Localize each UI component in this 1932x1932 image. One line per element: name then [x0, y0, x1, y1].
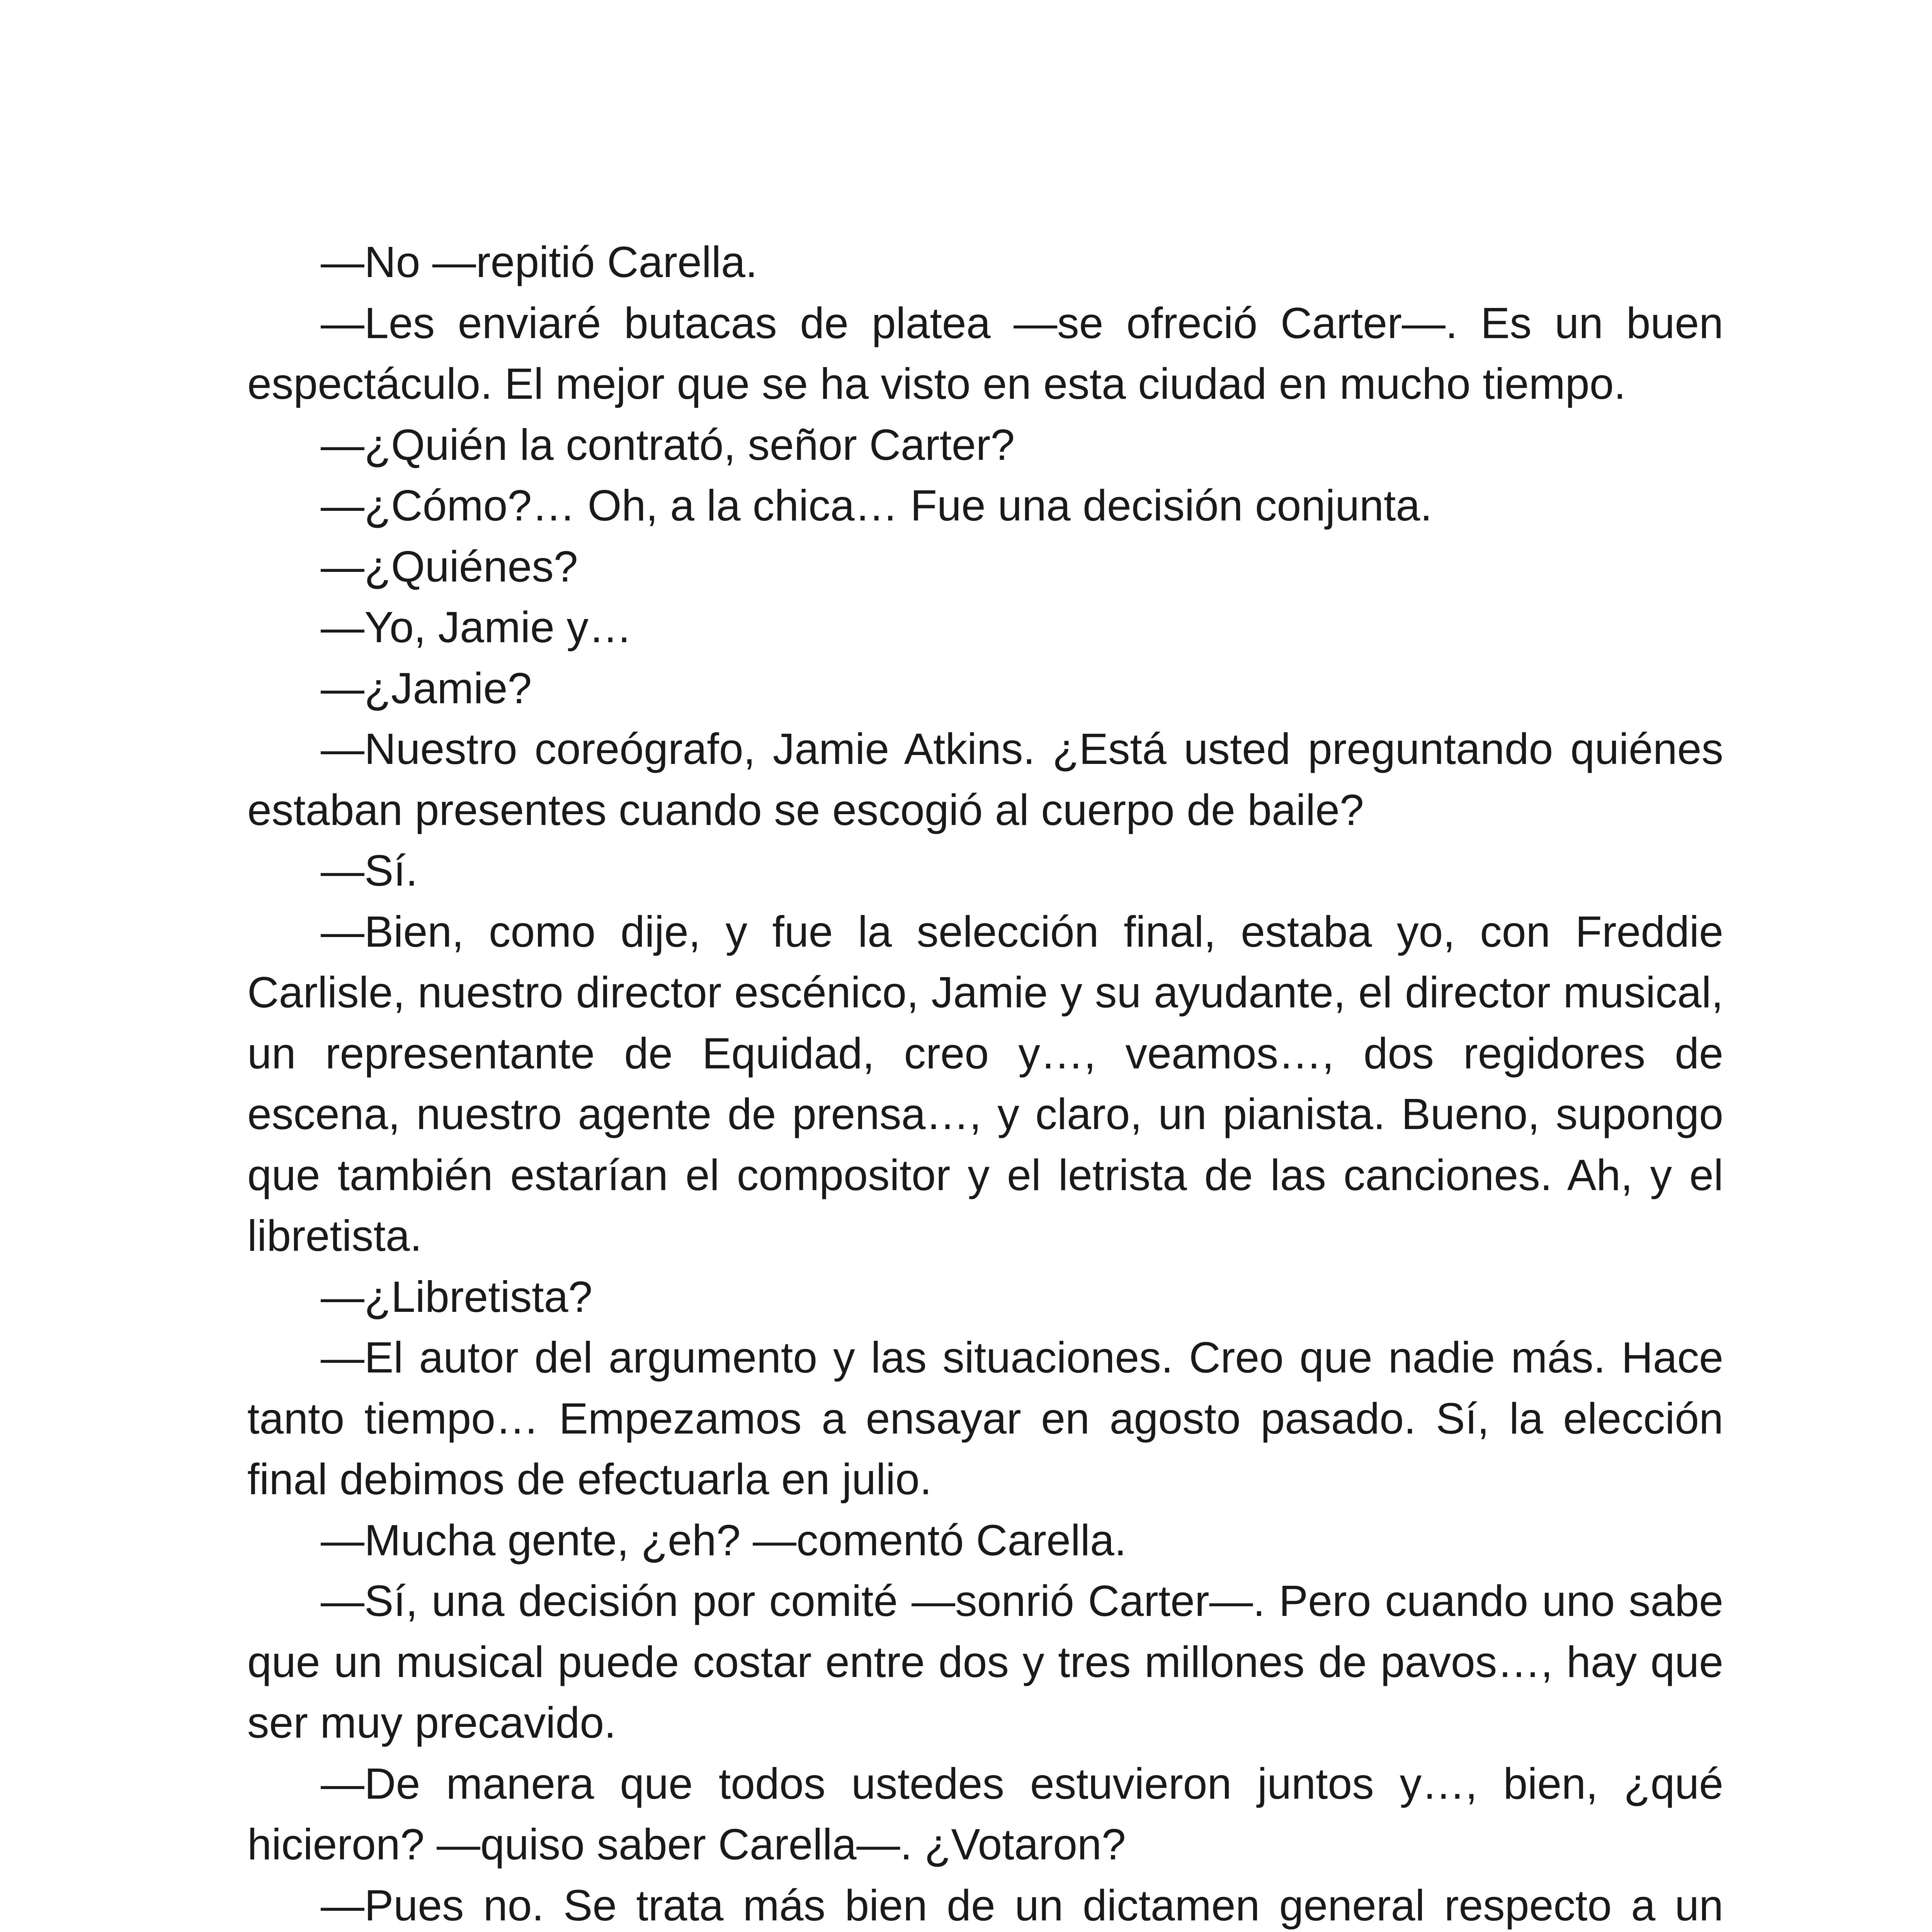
paragraph: —Yo, Jamie y…	[321, 603, 632, 651]
paragraph: —Sí.	[321, 846, 418, 895]
paragraph: —¿Libretista?	[321, 1272, 593, 1321]
paragraph: —Nuestro coreógrafo, Jamie Atkins. ¿Está usted preguntando quiénes estaban presentes cuando se escogió al cuerpo de baile?	[247, 724, 1723, 834]
paragraph: —Mucha gente, ¿eh? —comentó Carella.	[321, 1515, 1127, 1565]
body-text	[247, 232, 1723, 1932]
paragraph: —El autor del argumento y las situaciones. Creo que nadie más. Hace tanto tiempo… Empezamos a ensayar en agosto pasado. Sí, la elección final debimos de efectuarla en julio.	[247, 1333, 1723, 1503]
paragraph: —De manera que todos ustedes estuvieron juntos y…, bien, ¿qué hicieron? —quiso saber Carella—. ¿Votaron?	[247, 1759, 1723, 1869]
paragraph: —No —repitió Carella.	[321, 238, 758, 286]
paragraph: —Bien, como dije, y fue la selección final, estaba yo, con Freddie Carlisle, nuestro director escénico, Jamie y su ayudante, el director musical, un representante de Equidad, creo y…, veamos…, dos regidores de escena, nuestro agente de prensa…, y claro, un pianista. Bueno, supongo que también estarían el compositor y el letrista de las canciones. Ah, y el libretista.	[247, 907, 1723, 1260]
paragraph: —¿Quién la contrató, señor Carter?	[321, 420, 1015, 469]
paragraph: —Les enviaré butacas de platea —se ofreció Carter—. Es un buen espectáculo. El mejor que se ha visto en esta ciudad en mucho tiempo.	[247, 298, 1723, 408]
paragraph: —¿Quiénes?	[321, 542, 578, 591]
paragraph: —Sí, una decisión por comité —sonrió Carter—. Pero cuando uno sabe que un musical puede costar entre dos y tres millones de pavos…, hay que ser muy precavido.	[247, 1577, 1723, 1747]
paragraph: —Pues no. Se trata más bien de un dictamen general respecto a un	[321, 1881, 1723, 1930]
paragraph: —¿Cómo?… Oh, a la chica… Fue una decisión conjunta.	[321, 481, 1432, 530]
paragraph: —¿Jamie?	[321, 663, 532, 713]
